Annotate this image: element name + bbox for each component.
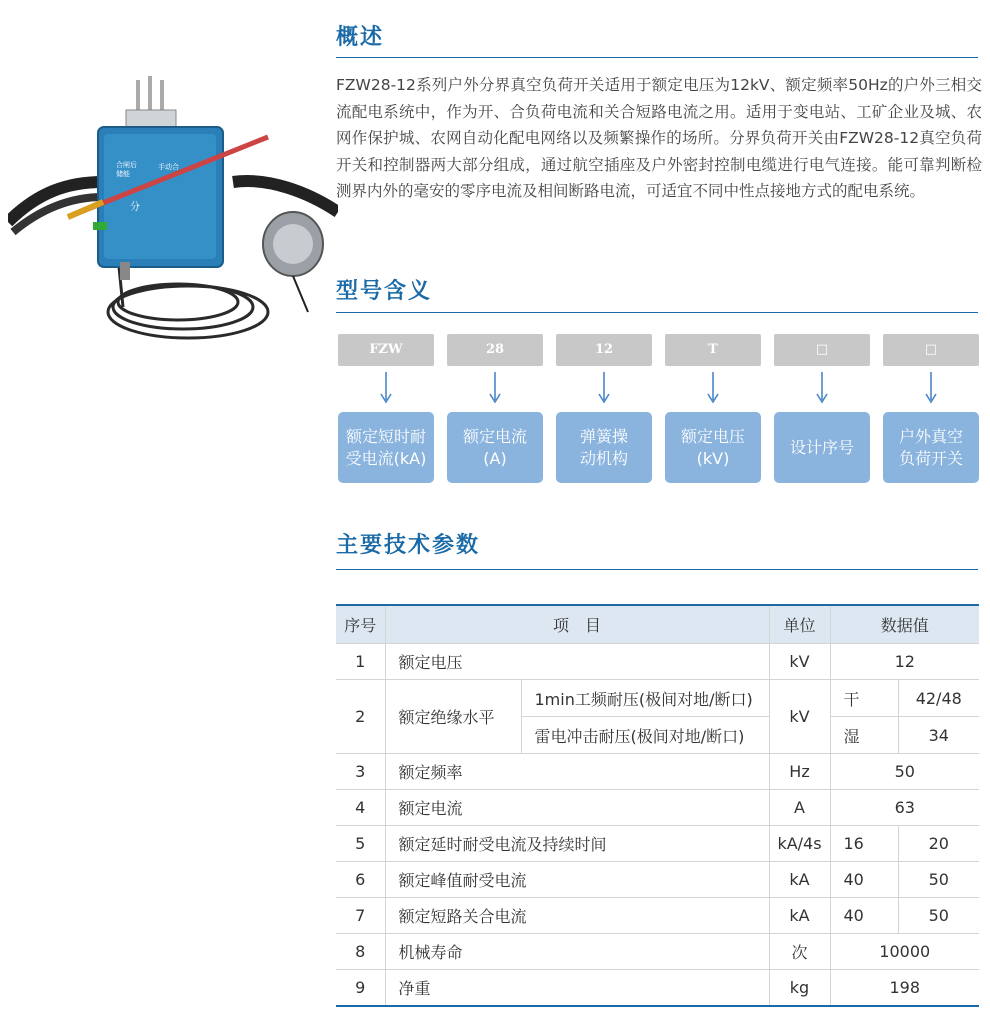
cell-no: 3 xyxy=(336,754,385,790)
model-meaning-box: 弹簧操 动机构 xyxy=(556,412,652,483)
cell-unit: kg xyxy=(769,970,830,1007)
cell-unit: kV xyxy=(769,680,830,754)
table-row xyxy=(336,826,979,862)
model-meaning-box: 额定短时耐 受电流(kA) xyxy=(338,412,434,483)
table-row xyxy=(336,644,979,680)
product-photo xyxy=(8,72,338,352)
cell-subitem: 雷电冲击耐压(极间对地/断口) xyxy=(521,717,769,754)
cell-value: 63 xyxy=(830,790,979,826)
section-title-overview: 概述 xyxy=(336,25,385,50)
cell-unit: kA xyxy=(769,862,830,898)
cell-value: 16 xyxy=(830,826,898,862)
model-code-box: □ xyxy=(883,334,979,366)
table-row xyxy=(336,862,979,898)
model-code-box: □ xyxy=(774,334,870,366)
header-value: 数据值 xyxy=(830,605,979,644)
cell-item: 额定绝缘水平 xyxy=(385,680,521,754)
cell-no: 5 xyxy=(336,826,385,862)
arrow-down-icon xyxy=(922,372,940,404)
cell-unit: A xyxy=(769,790,830,826)
table-row xyxy=(336,790,979,826)
section-divider xyxy=(336,569,978,570)
cell-unit: kA/4s xyxy=(769,826,830,862)
cell-item: 额定短路关合电流 xyxy=(385,898,769,934)
model-meaning-box: 额定电流 (A) xyxy=(447,412,543,483)
table-header-row xyxy=(336,605,979,644)
section-divider xyxy=(336,57,978,58)
arrow-down-icon xyxy=(595,372,613,404)
cell-value: 12 xyxy=(830,644,979,680)
cell-item: 额定延时耐受电流及持续时间 xyxy=(385,826,769,862)
table-row xyxy=(336,680,979,717)
section-divider xyxy=(336,312,978,313)
header-item: 项 目 xyxy=(385,605,769,644)
table-row xyxy=(336,970,979,1007)
header-unit: 单位 xyxy=(769,605,830,644)
cell-no: 8 xyxy=(336,934,385,970)
section-title-model: 型号含义 xyxy=(336,279,433,304)
label-manual-close: 手动合 xyxy=(158,163,179,171)
label-store: 储能 xyxy=(116,170,130,178)
model-code-box: FZW xyxy=(338,334,434,366)
cell-item: 额定电压 xyxy=(385,644,769,680)
cell-subitem: 1min工频耐压(极间对地/断口) xyxy=(521,680,769,717)
table-row xyxy=(336,898,979,934)
cell-unit: Hz xyxy=(769,754,830,790)
cell-value: 50 xyxy=(898,862,979,898)
cell-unit: kV xyxy=(769,644,830,680)
cell-value: 34 xyxy=(898,717,979,754)
cell-item: 机械寿命 xyxy=(385,934,769,970)
cell-item: 额定频率 xyxy=(385,754,769,790)
params-table xyxy=(336,604,979,1007)
cell-no: 1 xyxy=(336,644,385,680)
header-no: 序号 xyxy=(336,605,385,644)
model-meaning-box: 额定电压 (kV) xyxy=(665,412,761,483)
model-code-box: 28 xyxy=(447,334,543,366)
cell-value: 20 xyxy=(898,826,979,862)
section-title-params: 主要技术参数 xyxy=(336,533,481,558)
cell-value: 40 xyxy=(830,862,898,898)
cell-value: 50 xyxy=(898,898,979,934)
cell-condition: 干 xyxy=(830,680,898,717)
cell-no: 4 xyxy=(336,790,385,826)
cell-no: 6 xyxy=(336,862,385,898)
arrow-down-icon xyxy=(704,372,722,404)
arrow-down-icon xyxy=(377,372,395,404)
cell-no: 7 xyxy=(336,898,385,934)
table-row xyxy=(336,754,979,790)
arrow-down-icon xyxy=(813,372,831,404)
model-code-box: 12 xyxy=(556,334,652,366)
arrow-down-icon xyxy=(486,372,504,404)
table-row xyxy=(336,934,979,970)
model-meaning-box: 户外真空 负荷开关 xyxy=(883,412,979,483)
cell-unit: kA xyxy=(769,898,830,934)
cell-no: 9 xyxy=(336,970,385,1007)
cell-value: 198 xyxy=(830,970,979,1007)
cell-value: 40 xyxy=(830,898,898,934)
cell-unit: 次 xyxy=(769,934,830,970)
model-meaning-box: 设计序号 xyxy=(774,412,870,483)
cell-item: 净重 xyxy=(385,970,769,1007)
cell-condition: 湿 xyxy=(830,717,898,754)
cell-item: 额定峰值耐受电流 xyxy=(385,862,769,898)
cell-value: 50 xyxy=(830,754,979,790)
cell-value: 10000 xyxy=(830,934,979,970)
cell-no: 2 xyxy=(336,680,385,754)
model-code-box: T xyxy=(665,334,761,366)
cell-value: 42/48 xyxy=(898,680,979,717)
label-close-after: 合闸后 xyxy=(116,161,137,169)
label-open: 分 xyxy=(130,202,140,213)
cell-item: 额定电流 xyxy=(385,790,769,826)
intro-paragraph: FZW28-12系列户外分界真空负荷开关适用于额定电压为12kV、额定频率50Hz的户外三相交流配电系统中，作为开、合负荷电流和关合短路电流之用。适用于变电站、工矿企业及城、农网作保护城、农网自动化配电网络以及频繁操作的场所。分界负荷开关由FZW28-12真空负荷开关和控制器两大部分组成，通过航空插座及户外密封控制电缆进行电气连接。能可靠判断检测界内外的毫安的零序电流及相间断路电流，可适宜不同中性点接地方式的配电系统。 xyxy=(336,76,982,200)
